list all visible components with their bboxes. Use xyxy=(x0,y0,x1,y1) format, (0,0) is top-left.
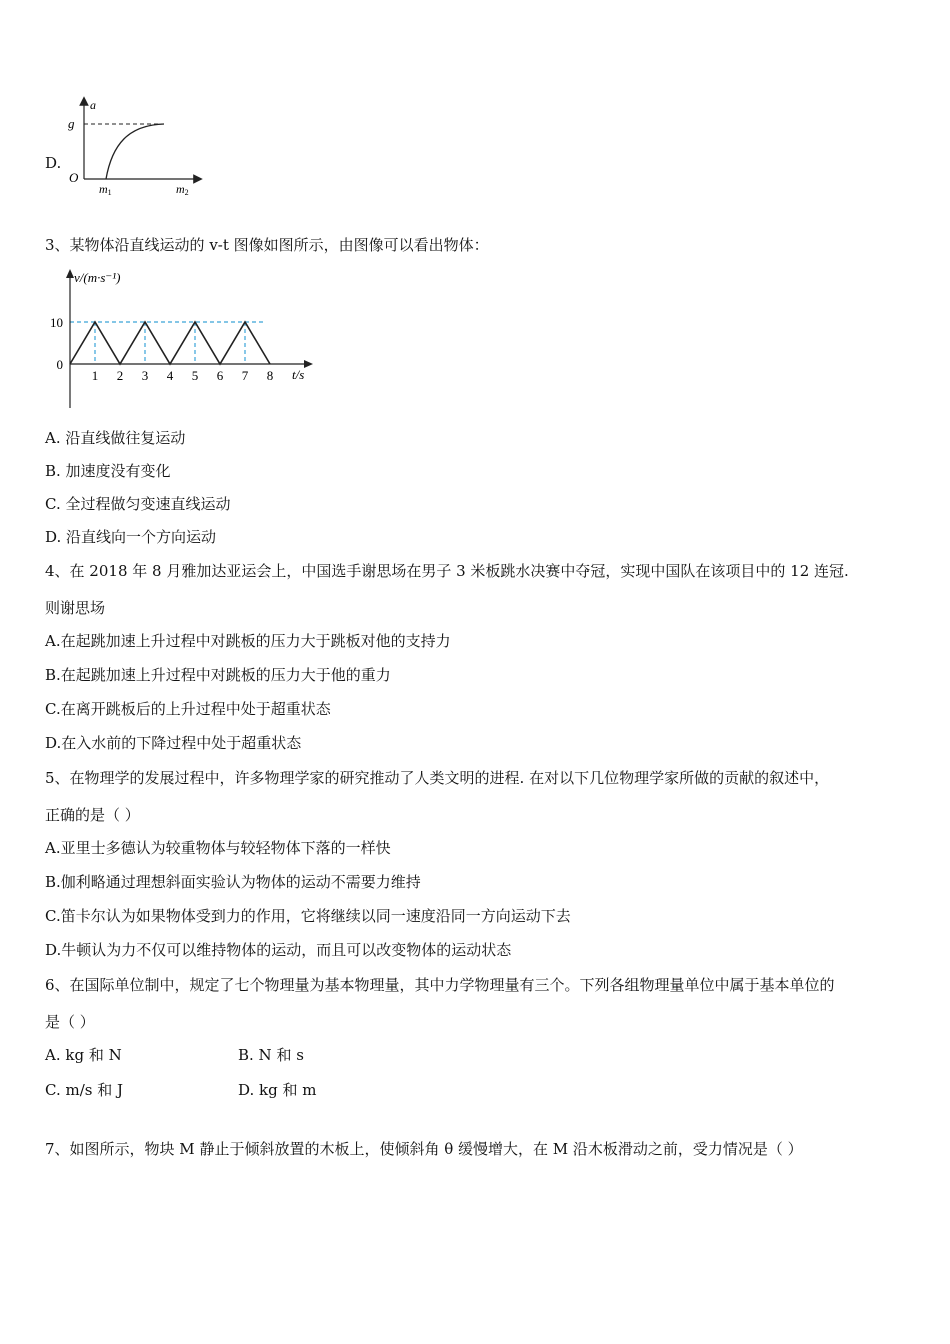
m1-label: m1 xyxy=(99,182,112,197)
x-tick-label: 6 xyxy=(216,368,224,383)
g-label: g xyxy=(68,116,75,131)
v-axis-label: v/(m·s⁻¹) xyxy=(74,270,121,285)
question-6-line-2: 是（ ） xyxy=(45,1013,95,1031)
q6-option-a: A. kg 和 N xyxy=(45,1046,122,1064)
question-7-text: 7、如图所示，物块 M 静止于倾斜放置的木板上，使倾斜角 θ 缓慢增大，在 M 沿木板滑动之前，受力情况是（ ） xyxy=(45,1140,803,1158)
q5-option-c: C.笛卡尔认为如果物体受到力的作用，它将继续以同一速度沿同一方向运动下去 xyxy=(45,907,571,925)
q4-option-a: A.在起跳加速上升过程中对跳板的压力大于跳板对他的支持力 xyxy=(45,632,451,650)
t-axis-arrow xyxy=(304,360,313,368)
x-tick-label: 4 xyxy=(166,368,174,383)
q6-option-c: C. m/s 和 J xyxy=(45,1081,124,1099)
x-tick-label: 2 xyxy=(116,368,124,383)
question-5-line-1: 5、在物理学的发展过程中，许多物理学家的研究推动了人类文明的进程. 在对以下几位物理学家所做的贡献的叙述中， xyxy=(45,769,830,787)
v-t-axes xyxy=(66,269,313,408)
a-m-graph xyxy=(60,95,210,200)
v-t-chart xyxy=(40,262,330,412)
question-4-line-2: 则谢思场 xyxy=(45,599,106,617)
q5-option-a: A.亚里士多德认为较重物体与较轻物体下落的一样快 xyxy=(45,839,391,857)
question-5-line-2: 正确的是（ ） xyxy=(45,806,140,824)
velocity-line xyxy=(70,322,270,364)
q3-option-d: D. 沿直线向一个方向运动 xyxy=(45,528,217,546)
m2-label: m2 xyxy=(176,182,189,197)
q5-option-d: D.牛顿认为力不仅可以维持物体的运动，而且可以改变物体的运动状态 xyxy=(45,941,512,959)
q3-option-b: B. 加速度没有变化 xyxy=(45,462,171,480)
question-3-text: 3、某物体沿直线运动的 v-t 图像如图所示，由图像可以看出物体： xyxy=(45,236,489,254)
q4-option-d: D.在入水前的下降过程中处于超重状态 xyxy=(45,734,302,752)
t-axis-label: t/s xyxy=(292,367,305,382)
q3-option-a: A. 沿直线做往复运动 xyxy=(45,429,186,447)
q5-option-b: B.伽利略通过理想斜面实验认为物体的运动不需要力维持 xyxy=(45,873,421,891)
y-tick-label: 10 xyxy=(50,315,63,330)
y-tick-label: 0 xyxy=(56,357,63,372)
x-tick-label: 5 xyxy=(191,368,199,383)
origin-label: O xyxy=(69,170,79,185)
q6-option-d: D. kg 和 m xyxy=(238,1081,317,1099)
q6-option-b: B. N 和 s xyxy=(238,1046,304,1064)
x-tick-label: 7 xyxy=(241,368,249,383)
a-m-curve xyxy=(106,124,164,179)
v-axis-arrow xyxy=(66,269,74,278)
v-t-series xyxy=(70,322,270,364)
q4-option-b: B.在起跳加速上升过程中对跳板的压力大于他的重力 xyxy=(45,666,391,684)
question-6-line-1: 6、在国际单位制中，规定了七个物理量为基本物理量，其中力学物理量有三个。下列各组物理量单位中属于基本单位的 xyxy=(45,976,835,994)
option-d-label: D. xyxy=(45,154,62,172)
x-tick-label: 1 xyxy=(91,368,99,383)
q3-option-c: C. 全过程做匀变速直线运动 xyxy=(45,495,231,513)
x-tick-label: 3 xyxy=(141,368,149,383)
question-4-line-1: 4、在 2018 年 8 月雅加达亚运会上，中国选手谢思场在男子 3 米板跳水决赛中夺冠，实现中国队在该项目中的 12 连冠. xyxy=(45,562,849,580)
q4-option-c: C.在离开跳板后的上升过程中处于超重状态 xyxy=(45,700,331,718)
a-axis-label: a xyxy=(90,98,96,112)
x-tick-label: 8 xyxy=(266,368,274,383)
